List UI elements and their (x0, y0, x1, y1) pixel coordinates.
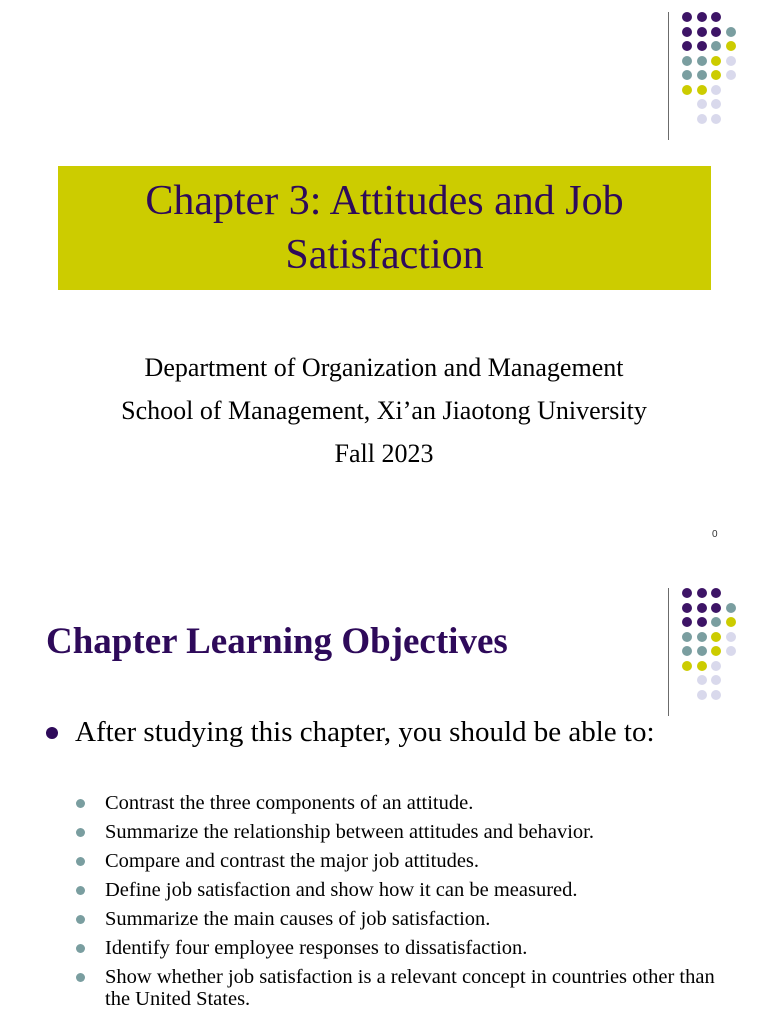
bullet-icon (76, 886, 85, 895)
decorative-dot (711, 27, 721, 37)
decorative-dot (711, 632, 721, 642)
decorative-dot (697, 690, 707, 700)
decorative-dot (682, 27, 692, 37)
objectives-title: Chapter Learning Objectives (46, 621, 508, 662)
decorative-dot (697, 661, 707, 671)
decorative-dot (682, 603, 692, 613)
list-item: Show whether job satisfaction is a relevant concept in countries other than the United States. (76, 966, 736, 1010)
objectives-lead-text: After studying this chapter, you should be able to: (75, 716, 655, 748)
subtitle-line-school: School of Management, Xi’an Jiaotong University (121, 396, 647, 425)
decorative-dot (726, 27, 736, 37)
list-item: Summarize the main causes of job satisfaction. (76, 908, 736, 930)
subtitle-line-department: Department of Organization and Management (144, 353, 624, 382)
decorative-dot (711, 70, 721, 80)
bullet-icon (76, 828, 85, 837)
decorative-dot (697, 70, 707, 80)
bullet-icon (76, 944, 85, 953)
decorative-dot (711, 675, 721, 685)
decorative-dot-grid (682, 12, 752, 132)
bullet-icon (76, 915, 85, 924)
decorative-dot (697, 27, 707, 37)
list-item: Identify four employee responses to dissatisfaction. (76, 937, 736, 959)
decorative-dot (726, 617, 736, 627)
decorative-dot (682, 85, 692, 95)
decorative-dot (682, 56, 692, 66)
decorative-vertical-line (668, 588, 669, 716)
decorative-vertical-line (668, 12, 669, 140)
decorative-dot (711, 617, 721, 627)
decorative-dot (697, 632, 707, 642)
decorative-dot (726, 56, 736, 66)
decorative-dot-grid (682, 588, 752, 708)
decorative-dot (697, 41, 707, 51)
decorative-dot (711, 646, 721, 656)
decorative-dot (711, 588, 721, 598)
decorative-dot (682, 41, 692, 51)
decorative-dot (682, 617, 692, 627)
slide-number: 0 (712, 529, 718, 540)
list-item: Define job satisfaction and show how it can be measured. (76, 879, 736, 901)
decorative-dot (682, 661, 692, 671)
bullet-icon (76, 973, 85, 982)
decorative-dot (697, 603, 707, 613)
objectives-list (76, 792, 736, 1017)
decorative-dot (711, 12, 721, 22)
decorative-dot (697, 56, 707, 66)
decorative-dot (711, 41, 721, 51)
decorative-dot (682, 12, 692, 22)
decorative-dot (726, 41, 736, 51)
bullet-icon (76, 857, 85, 866)
decorative-dot (711, 99, 721, 109)
decorative-dot (711, 114, 721, 124)
decorative-dot (711, 56, 721, 66)
list-item: Compare and contrast the major job attitudes. (76, 850, 736, 872)
decorative-dot (697, 85, 707, 95)
title-band (58, 166, 711, 290)
decorative-dot (697, 12, 707, 22)
decorative-dot (697, 588, 707, 598)
bullet-icon (76, 799, 85, 808)
decorative-dot (682, 632, 692, 642)
decorative-dot (726, 70, 736, 80)
decorative-dot (711, 690, 721, 700)
slide-title: Chapter 3: Attitudes and Job Satisfaction (145, 178, 624, 278)
subtitle-line-term: Fall 2023 (334, 439, 434, 468)
slide-subtitle (0, 346, 768, 475)
decorative-dot (682, 588, 692, 598)
decorative-dot (697, 675, 707, 685)
decorative-dot (682, 646, 692, 656)
objectives-lead (46, 716, 655, 749)
decorative-dot (726, 632, 736, 642)
decorative-dot (697, 617, 707, 627)
decorative-dot (711, 85, 721, 95)
decorative-dot (682, 70, 692, 80)
bullet-icon (46, 727, 58, 739)
list-item: Summarize the relationship between attitudes and behavior. (76, 821, 736, 843)
decorative-dot (726, 646, 736, 656)
decorative-dot (711, 661, 721, 671)
decorative-dot (697, 114, 707, 124)
decorative-dot (711, 603, 721, 613)
list-item: Contrast the three components of an attitude. (76, 792, 736, 814)
decorative-dot (697, 99, 707, 109)
decorative-dot (697, 646, 707, 656)
decorative-dot (726, 603, 736, 613)
